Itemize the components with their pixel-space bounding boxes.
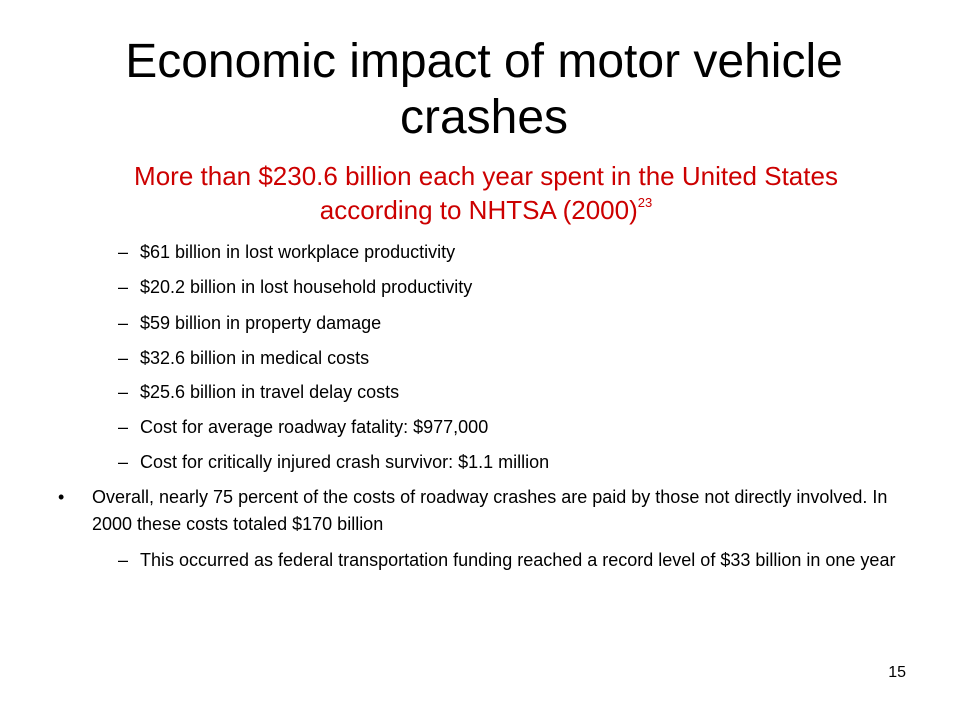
overall-bullet <box>58 484 908 538</box>
cost-item-text: Cost for critically injured crash survivor: $1.1 million <box>140 452 550 472</box>
cost-item-text: $59 billion in property damage <box>140 313 382 333</box>
dash-glyph: – <box>118 313 129 333</box>
slide-subtitle <box>96 159 876 227</box>
cost-item-text: $25.6 billion in travel delay costs <box>140 382 400 402</box>
cost-item <box>118 309 908 337</box>
cost-item-text: $32.6 billion in medical costs <box>140 348 370 368</box>
cost-item <box>118 344 908 372</box>
funding-note <box>118 547 908 574</box>
dash-glyph: – <box>118 382 129 402</box>
overall-bullet-text: Overall, nearly 75 percent of the costs of roadway crashes are paid by those not directly involved. In 2000 these costs totaled $170 billion <box>92 487 888 534</box>
slide-title: Economic impact of motor vehicle crashes <box>125 35 843 144</box>
dash-glyph: – <box>118 417 129 437</box>
cost-item <box>118 238 908 266</box>
dash-glyph: – <box>118 242 129 262</box>
footnote-ref: 23 <box>637 195 653 210</box>
funding-note-text: This occurred as federal transportation funding reached a record level of $33 billion in one year <box>140 550 896 570</box>
cost-item-text: $61 billion in lost workplace productivity <box>140 242 456 262</box>
cost-item <box>118 273 908 301</box>
cost-item <box>118 413 908 441</box>
dash-glyph: – <box>118 452 129 472</box>
cost-item-text: Cost for average roadway fatality: $977,000 <box>140 417 489 437</box>
cost-item <box>118 378 908 406</box>
cost-item <box>118 448 908 476</box>
bullet-glyph: • <box>58 487 65 507</box>
dash-glyph: – <box>118 550 129 570</box>
dash-glyph: – <box>118 277 129 297</box>
page-number: 15 <box>888 664 906 681</box>
cost-item-text: $20.2 billion in lost household productivity <box>140 277 473 297</box>
subtitle-text: More than $230.6 billion each year spent in the United States according to NHTSA (2000) <box>134 161 838 225</box>
dash-glyph: – <box>118 348 129 368</box>
